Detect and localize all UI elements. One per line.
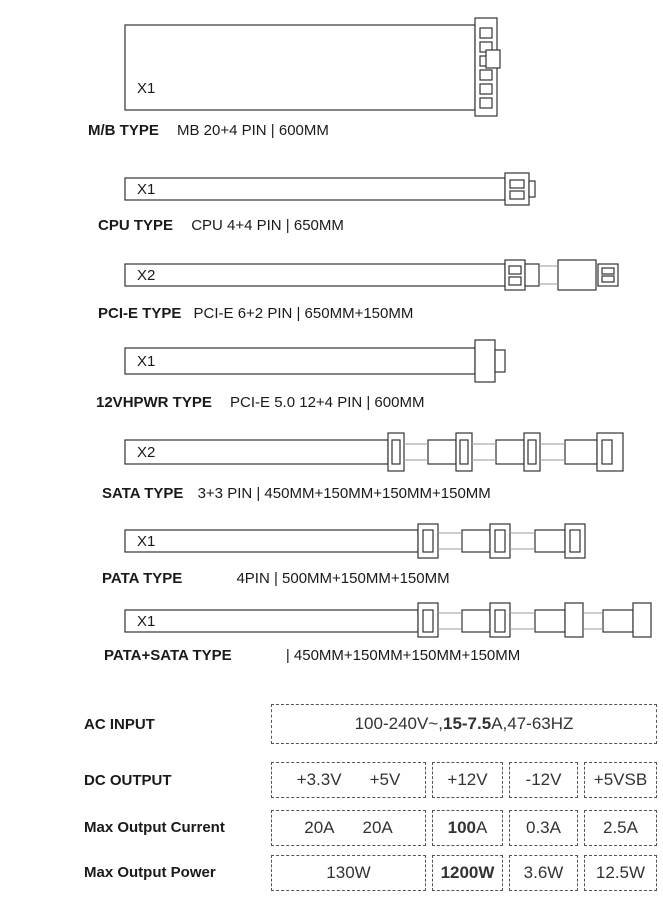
patasata-spec: | 450MM+150MM+150MM+150MM [285,647,521,664]
current-3v3-5v-cell [271,810,426,846]
pata-spec: 4PIN | 500MM+150MM+150MM [236,570,450,587]
patasata-type: PATA+SATA TYPE [104,647,232,664]
mb-caption [88,122,329,139]
ac-frequency: A,47-63HZ [491,714,574,733]
max-power-label: Max Output Power [84,864,216,881]
sata-cable [125,440,388,464]
dc-3v3-5v-cell [271,762,426,798]
patasata-count: X1 [137,613,156,630]
mb-count: X1 [137,80,156,97]
pcie-count: X2 [137,267,156,284]
power-minus12v: 3.6W [509,855,578,891]
12vhpwr-type: 12VHPWR TYPE [96,394,212,411]
mb-type: M/B TYPE [88,122,159,139]
current-minus12v: 0.3A [509,810,578,846]
sata-spec: 3+3 PIN | 450MM+150MM+150MM+150MM [197,485,491,502]
cpu-count: X1 [137,181,156,198]
ac-input-value [271,704,657,744]
current-12v-value: 100 [447,818,477,837]
ac-input-label: AC INPUT [84,716,155,733]
12vhpwr-connector [475,340,495,382]
patasata-connector-3 [565,603,583,637]
cpu-spec: CPU 4+4 PIN | 650MM [191,217,344,234]
patasata-connector-4 [633,603,651,637]
current-12v-cell [432,810,503,846]
mb-cable [125,25,475,110]
current-3v3: 20A [304,818,335,837]
power-12v: 1200W [432,855,503,891]
current-5vsb: 2.5A [584,810,657,846]
patasata-caption [104,647,520,664]
pata-count: X1 [137,533,156,550]
power-5vsb: 12.5W [584,855,657,891]
power-3v3-5v: 130W [271,855,426,891]
patasata-cable [125,610,418,632]
pcie-connector-2 [558,260,596,290]
dc-output-label: DC OUTPUT [84,772,172,789]
cpu-cable [125,178,505,200]
sata-count: X2 [137,444,156,461]
mb-spec: MB 20+4 PIN | 600MM [177,122,329,139]
dc-5v: +5V [369,770,401,789]
12vhpwr-caption [96,394,424,411]
pcie-connector-1b [525,264,539,286]
12vhpwr-cable [125,348,475,374]
pcie-cable [125,264,505,286]
cpu-connector [505,173,529,205]
current-5v: 20A [362,818,393,837]
cpu-caption [98,217,344,234]
cpu-type: CPU TYPE [98,217,174,234]
max-current-label: Max Output Current [84,819,225,836]
sata-caption [102,485,491,502]
sata-type: SATA TYPE [102,485,184,502]
pcie-caption [98,305,413,322]
pata-type: PATA TYPE [102,570,183,587]
ac-voltage: 100-240V~, [354,714,443,733]
dc-minus12v: -12V [509,762,578,798]
ac-current: 15-7.5 [442,714,492,733]
current-12v-unit: A [476,818,488,837]
dc-3v3: +3.3V [296,770,342,789]
12vhpwr-count: X1 [137,353,156,370]
pcie-spec: PCI-E 6+2 PIN | 650MM+150MM [193,305,414,322]
12vhpwr-spec: PCI-E 5.0 12+4 PIN | 600MM [230,394,425,411]
pata-cable [125,530,418,552]
dc-12v: +12V [432,762,503,798]
pata-caption [102,570,450,587]
dc-5vsb: +5VSB [584,762,657,798]
pcie-type: PCI-E TYPE [98,305,182,322]
